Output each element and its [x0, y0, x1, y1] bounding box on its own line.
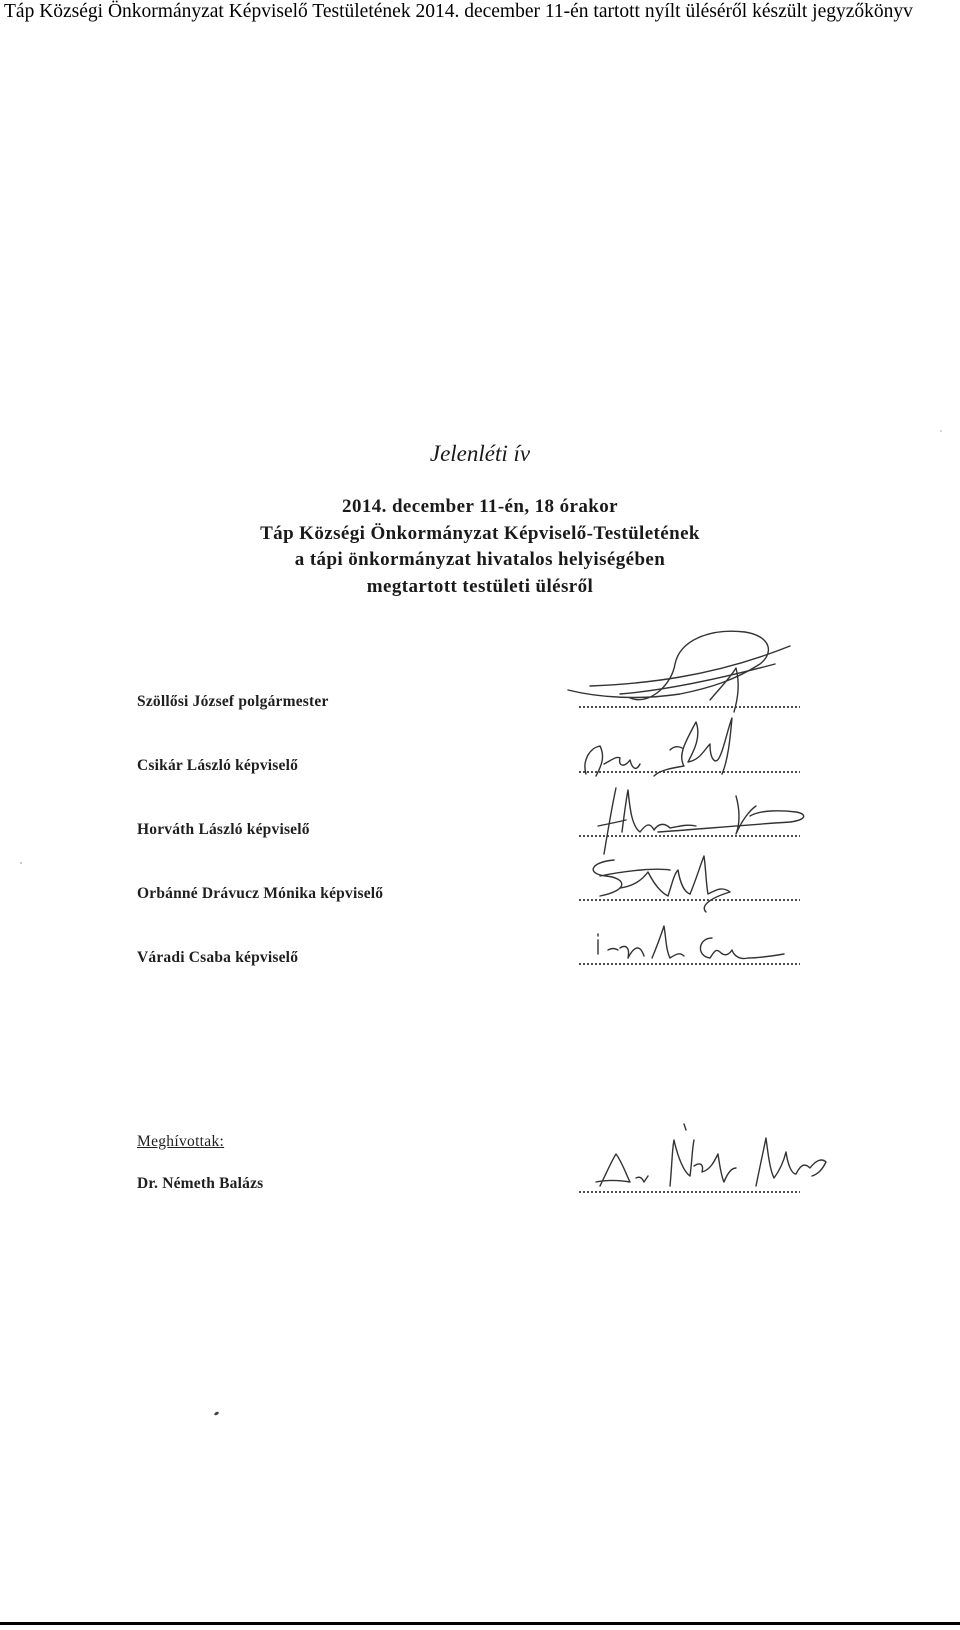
attendee-name: Horváth László képviselő [137, 821, 310, 838]
meeting-location-line: a tápi önkormányzat hivatalos helyiségében [294, 549, 666, 570]
running-header: Táp Községi Önkormányzat Képviselő Testületének 2014. december 11-én tartott nyílt üléséről készült jegyzőkönyv [4, 1, 913, 22]
invited-name: Dr. Németh Balázs [137, 1175, 264, 1192]
meeting-body-line: Táp Községi Önkormányzat Képviselő-Testületének [260, 522, 700, 544]
meeting-type-line: megtartott testületi ülésről [366, 575, 594, 597]
meeting-date-line: 2014. december 11-én, 18 órakor [342, 496, 618, 517]
handwritten-signature-icon [560, 900, 830, 990]
scan-speck [20, 862, 22, 864]
page-bottom-rule [0, 1622, 960, 1625]
invited-heading: Meghívottak: [137, 1133, 225, 1150]
document-title: Jelenléti ív [429, 441, 531, 466]
meeting-details [0, 494, 960, 600]
handwritten-signature-icon [560, 1116, 860, 1206]
scan-speck [214, 1411, 220, 1416]
attendee-name: Szöllősi József polgármester [137, 693, 329, 710]
scan-speck [940, 430, 942, 432]
attendee-name: Orbánné Drávucz Mónika képviselő [137, 885, 384, 902]
attendee-name: Csikár László képviselő [137, 757, 299, 774]
attendee-name: Váradi Csaba képviselő [137, 949, 299, 966]
